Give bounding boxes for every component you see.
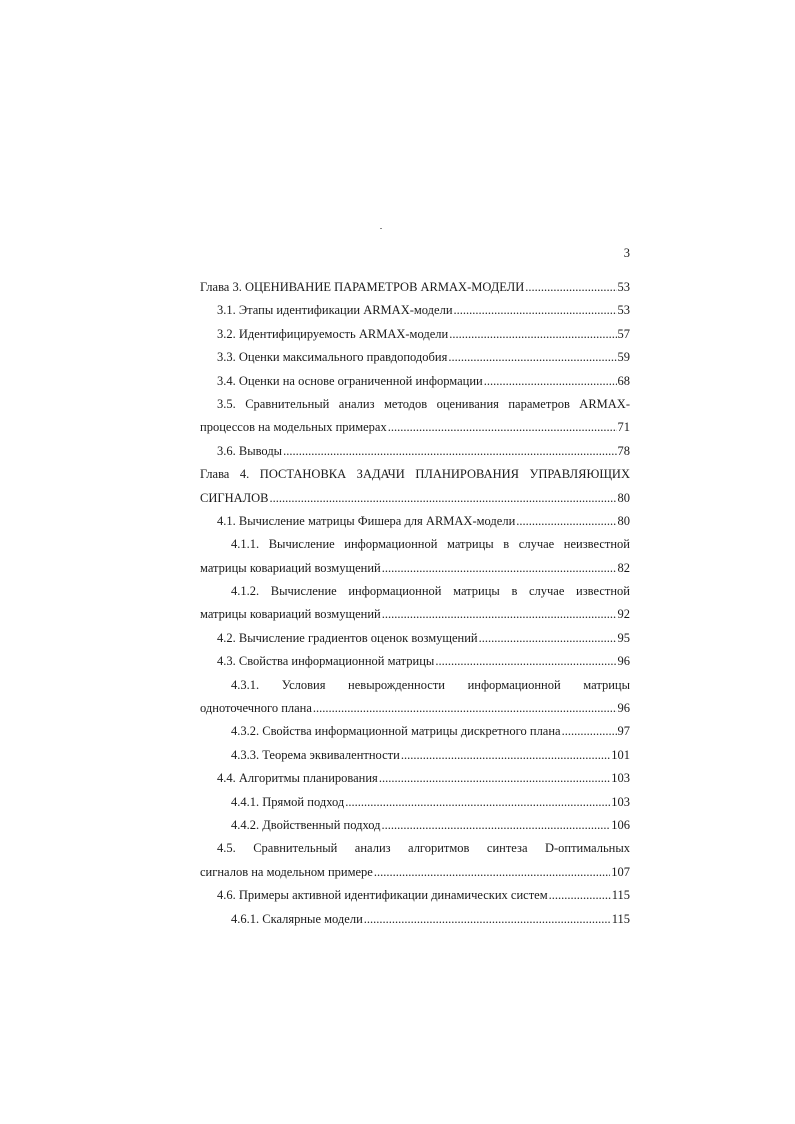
toc-entry-title: 4.6.1. Скалярные модели <box>231 911 363 926</box>
table-of-contents <box>200 276 630 931</box>
dot-leader <box>345 791 610 814</box>
dot-leader <box>449 323 616 346</box>
dot-leader <box>388 416 617 439</box>
dot-leader <box>454 299 617 322</box>
toc-entry-page: 107 <box>611 864 630 879</box>
page-number: 3 <box>623 246 630 260</box>
dot-leader <box>479 627 617 650</box>
toc-entry <box>200 393 630 440</box>
toc-entry-title: 3.3. Оценки максимального правдоподобия <box>217 350 448 365</box>
dot-leader <box>549 884 611 907</box>
toc-entry-title: процессов на модельных примерах <box>200 420 387 435</box>
dot-leader <box>382 557 617 580</box>
toc-entry <box>200 627 630 650</box>
toc-entry <box>200 837 630 884</box>
toc-entry <box>200 346 630 369</box>
toc-entry-page: 57 <box>617 326 630 341</box>
toc-entry-page: 101 <box>611 747 630 762</box>
toc-entry <box>200 510 630 533</box>
toc-entry-title: 4.1. Вычисление матрицы Фишера для ARMAX-модели <box>217 513 516 528</box>
toc-entry <box>200 674 630 721</box>
toc-entry <box>200 323 630 346</box>
dot-leader <box>379 767 610 790</box>
toc-entry-title: 4.2. Вычисление градиентов оценок возмущений <box>217 630 478 645</box>
toc-entry-page: 92 <box>617 607 630 622</box>
toc-entry <box>200 276 630 299</box>
dot-leader <box>382 603 617 626</box>
toc-entry-title: 4.3.3. Теорема эквивалентности <box>231 747 400 762</box>
toc-entry-title: 3.4. Оценки на основе ограниченной информации <box>217 373 483 388</box>
dot-leader <box>562 720 617 743</box>
toc-entry-title: 3.5. Сравнительный анализ методов оценивания параметров ARMAX- <box>217 396 630 411</box>
toc-entry <box>200 580 630 627</box>
toc-entry <box>200 440 630 463</box>
toc-entry-page: 103 <box>611 771 630 786</box>
toc-entry-page: 53 <box>617 279 630 294</box>
toc-entry-page: 95 <box>617 630 630 645</box>
dot-leader <box>381 814 610 837</box>
toc-entry <box>200 720 630 743</box>
toc-entry <box>200 908 630 931</box>
toc-entry <box>200 299 630 322</box>
toc-entry-title: 3.6. Выводы <box>217 443 283 458</box>
toc-entry-title: 3.2. Идентифицируемость ARMAX-модели <box>217 326 449 341</box>
toc-entry-title: СИГНАЛОВ <box>200 490 269 505</box>
toc-entry-title: матрицы ковариаций возмущений <box>200 607 381 622</box>
toc-entry-title: 4.3. Свойства информационной матрицы <box>217 654 435 669</box>
toc-entry <box>200 767 630 790</box>
toc-entry-page: 106 <box>611 817 630 832</box>
dot-leader <box>270 487 617 510</box>
dot-leader <box>516 510 616 533</box>
toc-entry-page: 97 <box>617 724 630 739</box>
toc-entry-title: 4.1.2. Вычисление информационной матрицы в случае известной <box>231 584 630 599</box>
dot-leader <box>401 744 610 767</box>
toc-entry-page: 59 <box>617 350 630 365</box>
toc-entry-title: Глава 3. ОЦЕНИВАНИЕ ПАРАМЕТРОВ ARMAX-МОДЕЛИ <box>200 279 525 294</box>
toc-entry-page: 96 <box>617 701 630 716</box>
toc-entry-title: 4.4. Алгоритмы планирования <box>217 771 378 786</box>
toc-entry <box>200 650 630 673</box>
toc-entry-page: 82 <box>617 560 630 575</box>
toc-entry <box>200 463 630 510</box>
scan-speck <box>380 228 382 229</box>
toc-entry-title: 4.4.2. Двойственный подход <box>231 817 381 832</box>
toc-entry-page: 96 <box>617 654 630 669</box>
toc-entry-title: 3.1. Этапы идентификации ARMAX-модели <box>217 303 453 318</box>
toc-entry-title: одноточечного плана <box>200 701 312 716</box>
toc-entry <box>200 370 630 393</box>
toc-entry <box>200 814 630 837</box>
toc-entry-title: 4.6. Примеры активной идентификации динамических систем <box>217 888 548 903</box>
dot-leader <box>283 440 616 463</box>
dot-leader <box>364 908 611 931</box>
toc-entry-title: 4.3.1. Условия невырожденности информационной матрицы <box>231 677 630 692</box>
toc-entry-page: 80 <box>617 513 630 528</box>
dot-leader <box>435 650 616 673</box>
toc-entry-title: 4.4.1. Прямой подход <box>231 794 345 809</box>
toc-entry-page: 80 <box>617 490 630 505</box>
toc-entry-page: 53 <box>617 303 630 318</box>
toc-entry-title: Глава 4. ПОСТАНОВКА ЗАДАЧИ ПЛАНИРОВАНИЯ УПРАВЛЯЮЩИХ <box>200 467 630 482</box>
dot-leader <box>448 346 616 369</box>
dot-leader <box>525 276 616 299</box>
toc-entry <box>200 884 630 907</box>
toc-entry-title: 4.5. Сравнительный анализ алгоритмов синтеза D-оптимальных <box>217 841 630 856</box>
toc-entry <box>200 533 630 580</box>
dot-leader <box>484 370 617 393</box>
dot-leader <box>374 861 610 884</box>
toc-entry <box>200 744 630 767</box>
toc-entry <box>200 791 630 814</box>
toc-entry-page: 78 <box>617 443 630 458</box>
toc-entry-title: матрицы ковариаций возмущений <box>200 560 381 575</box>
toc-entry-page: 115 <box>611 888 630 903</box>
toc-entry-page: 68 <box>617 373 630 388</box>
toc-entry-page: 71 <box>617 420 630 435</box>
toc-entry-page: 115 <box>611 911 630 926</box>
toc-entry-title: сигналов на модельном примере <box>200 864 373 879</box>
toc-entry-page: 103 <box>611 794 630 809</box>
toc-entry-title: 4.3.2. Свойства информационной матрицы дискретного плана <box>231 724 561 739</box>
toc-entry-title: 4.1.1. Вычисление информационной матрицы в случае неизвестной <box>231 537 630 552</box>
dot-leader <box>313 697 617 720</box>
